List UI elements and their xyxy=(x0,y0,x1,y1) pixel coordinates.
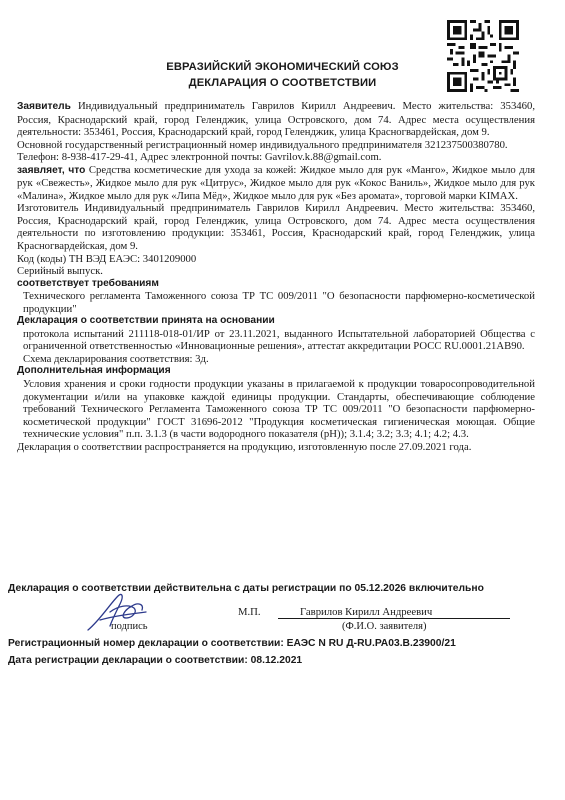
compliance-text: Технического регламента Таможенного союза ТР ТС 009/2011 "О безопасности парфюмерно-косметической продукции" xyxy=(23,290,535,315)
basis-text: протокола испытаний 211118-018-01/ИР от 23.11.2021, выданного Испытательной лабораторией Общества с ограниченной ответственностью «Инновационные решения», аттестат аккредитации РОСС RU.0001.21АВ90. xyxy=(23,327,535,353)
applicant-contacts: Телефон: 8-938-417-29-41, Адрес электронной почты: Gavrilov.k.88@gmail.com. xyxy=(17,151,382,164)
declares-label: заявляет, что xyxy=(17,164,86,176)
basis-label: Декларация о соответствии принята на основании xyxy=(17,315,275,327)
validity-period: Декларация о соответствии действительна с даты регистрации по 05.12.2026 включительно xyxy=(8,583,484,594)
applicant-label: Заявитель xyxy=(17,101,71,112)
applicant-name: Гаврилов Кирилл Андреевич xyxy=(300,606,433,618)
signature-label: подпись xyxy=(111,621,148,632)
additional-info-text: Условия хранения и сроки годности продукции указаны в прилагаемой к продукции товаросопроводительной документации и/или на упаковке каждой единицы продукции. Стандарты, обеспечивающие соблюдение требований Технического Регламента Таможенного союза ТР ТС 009/2011 "О безопасности парфюмерно-косметической продукции" ГОСТ 31696-2012 "Продукция косметическая гигиеническая моющая. Общие технические условия" п.п. 3.1.3 (в части водородного показателя (pH)); 3.1.4; 3.2; 3.3; 4.1; 4.2; 4.3. xyxy=(23,378,535,441)
document-title: ДЕКЛАРАЦИЯ О СООТВЕТСТВИИ xyxy=(188,77,377,89)
serial-release: Серийный выпуск. xyxy=(17,265,103,278)
union-title: ЕВРАЗИЙСКИЙ ЭКОНОМИЧЕСКИЙ СОЮЗ xyxy=(166,61,399,73)
declaration-scheme: Схема декларирования соответствия: 3д. xyxy=(23,352,209,365)
applies-to-products: Декларация о соответствии распространяется на продукцию, изготовленную после 27.09.2021 года. xyxy=(17,440,472,453)
registration-number: Регистрационный номер декларации о соответствии: ЕАЭС N RU Д-RU.РА03.В.23900/21 xyxy=(8,638,456,649)
additional-info-label: Дополнительная информация xyxy=(17,365,171,377)
declaration-body xyxy=(17,100,535,453)
registration-date: Дата регистрации декларации о соответствии: 08.12.2021 xyxy=(8,655,303,666)
hs-code: Код (коды) ТН ВЭД ЕАЭС: 3401209000 xyxy=(17,252,197,265)
declares-text: Средства косметические для ухода за кожей: Жидкое мыло для рук «Манго», Жидкое мыло для рук «Свежесть», Жидкое мыло для рук «Цитрус», Жидкое мыло для рук «Кокос Ваниль», Жидкое мыло для рук «Малина», Жидкое мыло для рук «Липа Мёд», Жидкое мыло для рук «Без аромата», торговой марки KIMAX. xyxy=(17,163,535,202)
declares-paragraph xyxy=(17,164,535,203)
applicant-paragraph xyxy=(17,100,535,139)
manufacturer-paragraph: Изготовитель Индивидуальный предприниматель Гаврилов Кирилл Андреевич. Место жительства: 353460, Россия, Краснодарский край, город Геленджик, улица Островского, дом 74. Адрес места осуществления деятельности по изготовлению продукции: 353461, Россия, Краснодарский край, город Геленджик, улица Красногвардейская, дом 9. xyxy=(17,202,535,253)
applicant-text: Индивидуальный предприниматель Гаврилов Кирилл Андреевич. Место жительства: 353460, Россия, Краснодарский край, город Геленджик, улица Островского, дом 74. Адрес места осуществления деятельности: 353461, Россия, Краснодарский край, город Геленджик, улица Красногвардейская, дом 9. xyxy=(17,100,535,139)
stamp-place: М.П. xyxy=(238,606,261,618)
signature-line xyxy=(278,618,510,619)
compliance-label: соответствует требованиям xyxy=(17,277,159,289)
fio-label: (Ф.И.О. заявителя) xyxy=(342,621,427,632)
applicant-reg-number: Основной государственный регистрационный номер индивидуального предпринимателя 321237500380780. xyxy=(17,138,508,151)
